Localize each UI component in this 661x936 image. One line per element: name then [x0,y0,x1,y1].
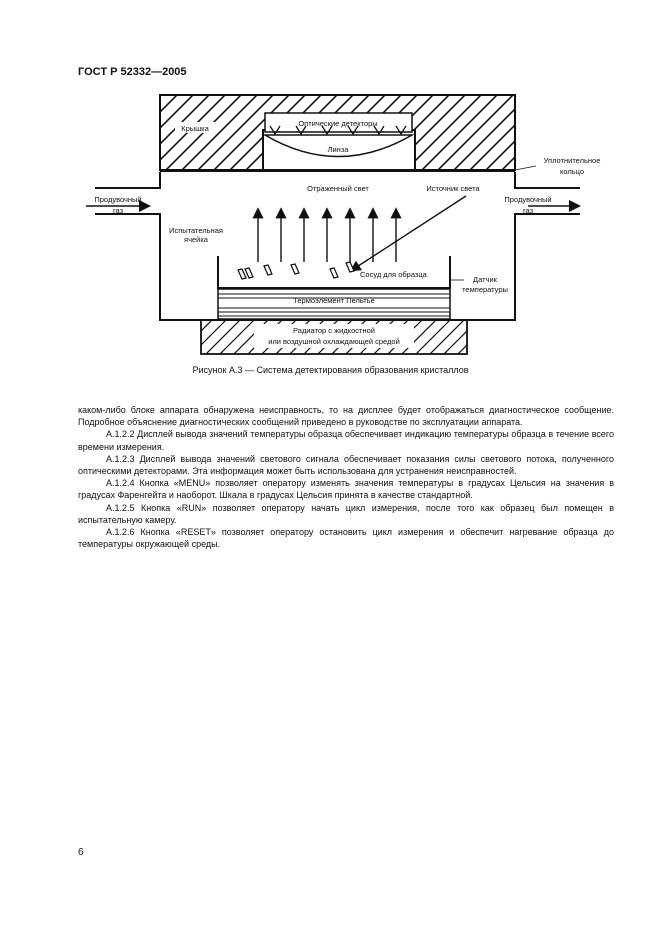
seal-ring-label-line1: Уплотнительное [543,156,601,165]
paragraph: А.1.2.3 Дисплей вывода значений светового сигнала обеспечивает показания силы светового потока, полученного оптическими детекторами. Эта информация может быть использована для устранения неисправностей. [78,453,614,477]
temp-sensor-label-line1: Датчик [473,275,497,284]
paragraph: А.1.2.5 Кнопка «RUN» позволяет оператору начать цикл измерения, после того как образец был помещен в испытательную камеру. [78,502,614,525]
sample-vessel-label: Сосуд для образца [360,270,427,279]
light-source-label: Источник света [426,184,480,193]
paragraph: каком-либо блоке аппарата обнаружена неисправность, то на дисплее будет отображаться диагностическое сообщение. Подробное объяснение диагностических сообщений приведено в руководстве по эксплуатации аппарата. [78,405,614,428]
paragraph: А.1.2.4 Кнопка «MENU» позволяет оператору изменять значения температуры в градусах Цельсия на значения в градусах Фаренгейта и наоборот. Шкала в градусах Цельсия принята в качестве стандартной. [78,478,614,501]
paragraph: А.1.2.6 Кнопка «RESET» позволяет оператору остановить цикл измерения и обеспечит нагревание образца до температуры окружающей среды. [78,527,614,550]
test-cell-label-line1: Испытательная [169,226,223,235]
page-number: 6 [78,847,84,858]
crystals [238,262,354,279]
seal-strip [160,169,515,172]
radiator-label-line2: или воздушной охлаждающей средой [268,337,400,346]
crystal-detection-diagram [0,0,661,380]
test-cell-label-line2: ячейка [184,235,208,244]
purge-gas-in-label-line2: газ [112,206,124,215]
lens-label: Линза [327,145,349,154]
lid-label: Крышка [181,124,209,133]
light-source-ray [352,196,466,270]
document-header: ГОСТ Р 52332—2005 [78,66,187,78]
purge-gas-in-label-line1: Продувочный [94,195,142,204]
reflected-light-label: Отраженный свет [307,184,369,193]
peltier-label: Термоэлемент Пельтье [293,296,375,305]
radiator-label-line1: Радиатор с жидкостной [293,326,375,335]
purge-gas-out-label-line2: газ [522,206,534,215]
seal-ring-leader [515,166,536,170]
seal-ring-label-line2: кольцо [559,167,585,176]
purge-gas-out-label-line1: Продувочный [504,195,552,204]
body-text [78,404,614,550]
paragraph: А.1.2.2 Дисплей вывода значений температуры образца обеспечивает индикацию температуры образца в течение всего времени измерения. [78,429,614,452]
optical-detectors-label: Оптические детекторы [298,119,378,128]
figure-caption: Рисунок А.3 — Система детектирования образования кристаллов [192,365,469,375]
temp-sensor-label-line2: температуры [462,285,508,294]
